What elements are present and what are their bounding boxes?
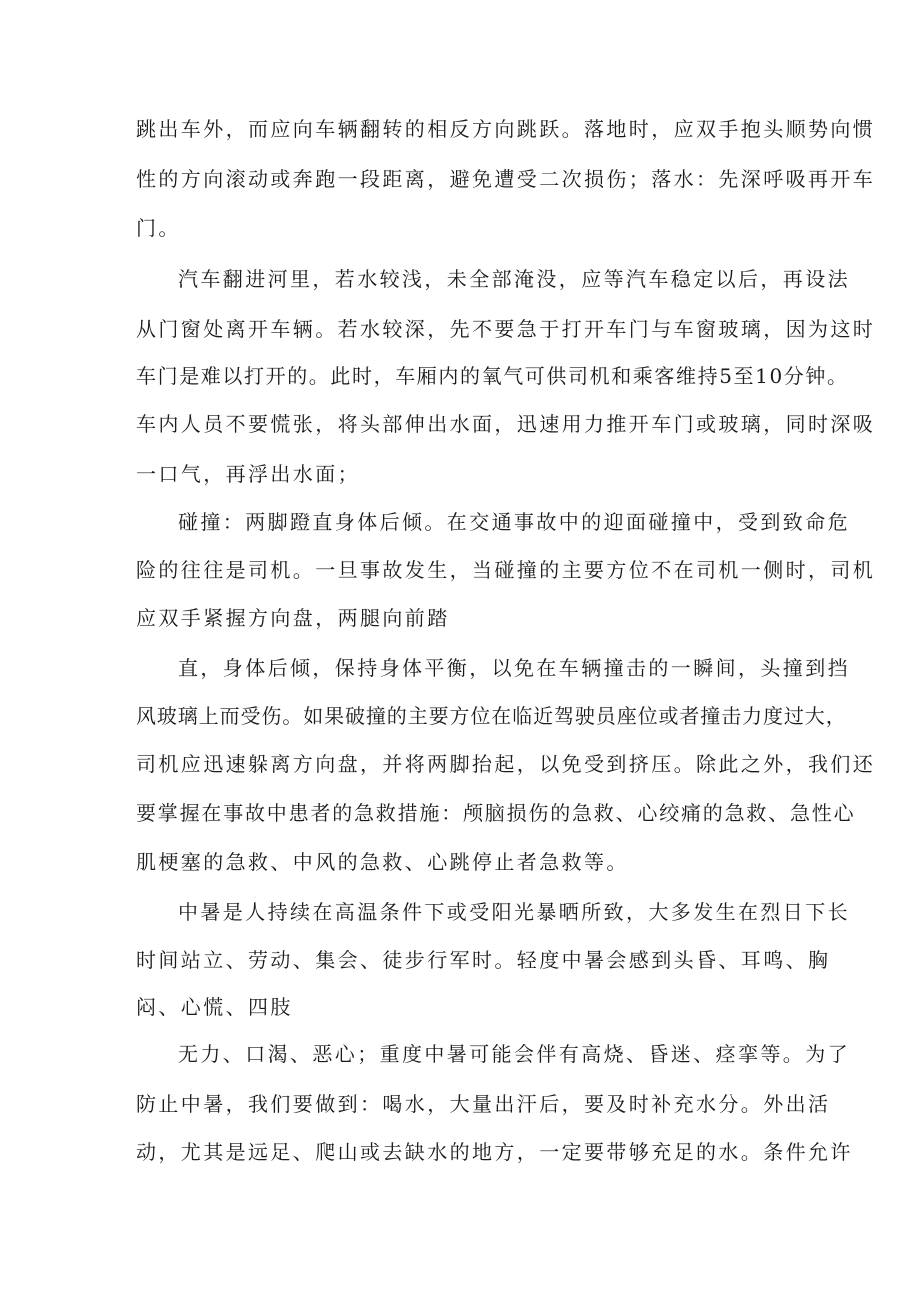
- text-line: 一口气，再浮出水面；: [136, 462, 360, 486]
- text-line: 门。: [136, 216, 181, 240]
- text-line: 跳出车外，而应向车辆翻转的相反方向跳跃。落地时，应双手抱头顺势向惯: [136, 117, 876, 141]
- text-line: 防止中暑，我们要做到：喝水，大量出汗后，要及时补充水分。外出活: [136, 1092, 831, 1116]
- text-line: 司机应迅速躲离方向盘，并将两脚抬起，以免受到挤压。除此之外，我们还: [136, 752, 876, 776]
- text-line: 无力、口渴、恶心；重度中暑可能会伴有高烧、昏迷、痉挛等。为了: [178, 1042, 850, 1066]
- text-line: 汽车翻进河里，若水较浅，未全部淹没，应等汽车稳定以后，再设法: [178, 267, 850, 291]
- text-line: 性的方向滚动或奔跑一段距离，避免遭受二次损伤；落水：先深呼吸再开车: [136, 167, 876, 191]
- text-line: 要掌握在事故中患者的急救措施：颅脑损伤的急救、心绞痛的急救、急性心: [136, 801, 856, 825]
- text-line: 直，身体后倾，保持身体平衡，以免在车辆撞击的一瞬间，头撞到挡: [178, 656, 850, 680]
- text-line: 车门是难以打开的。此时，车厢内的氧气可供司机和乘客维持5至10分钟。: [136, 364, 849, 388]
- text-line: 碰撞：两脚蹬直身体后倾。在交通事故中的迎面碰撞中，受到致命危: [178, 510, 850, 534]
- text-line: 闷、心慌、四肢: [136, 995, 293, 1019]
- text-line: 风玻璃上而受伤。如果破撞的主要方位在临近驾驶员座位或者撞击力度过大，: [136, 704, 847, 728]
- text-line: 险的往往是司机。一旦事故发生，当碰撞的主要方位不在司机一侧时，司机: [136, 558, 876, 582]
- text-line: 应双手紧握方向盘，两腿向前踏: [136, 606, 450, 630]
- text-line: 时间站立、劳动、集会、徒步行军时。轻度中暑会感到头昏、耳鸣、胸: [136, 948, 831, 972]
- text-line: 从门窗处离开车辆。若水较深，先不要急于打开车门与车窗玻璃，因为这时: [136, 317, 876, 341]
- text-line: 动，尤其是远足、爬山或去缺水的地方，一定要带够充足的水。条件允许: [136, 1140, 853, 1164]
- text-line: 车内人员不要慌张，将头部伸出水面，迅速用力推开车门或玻璃，同时深吸: [136, 412, 876, 436]
- text-line: 中暑是人持续在高温条件下或受阳光暴晒所致，大多发生在烈日下长: [178, 900, 850, 924]
- text-line: 肌梗塞的急救、中风的急救、心跳停止者急救等。: [136, 850, 629, 874]
